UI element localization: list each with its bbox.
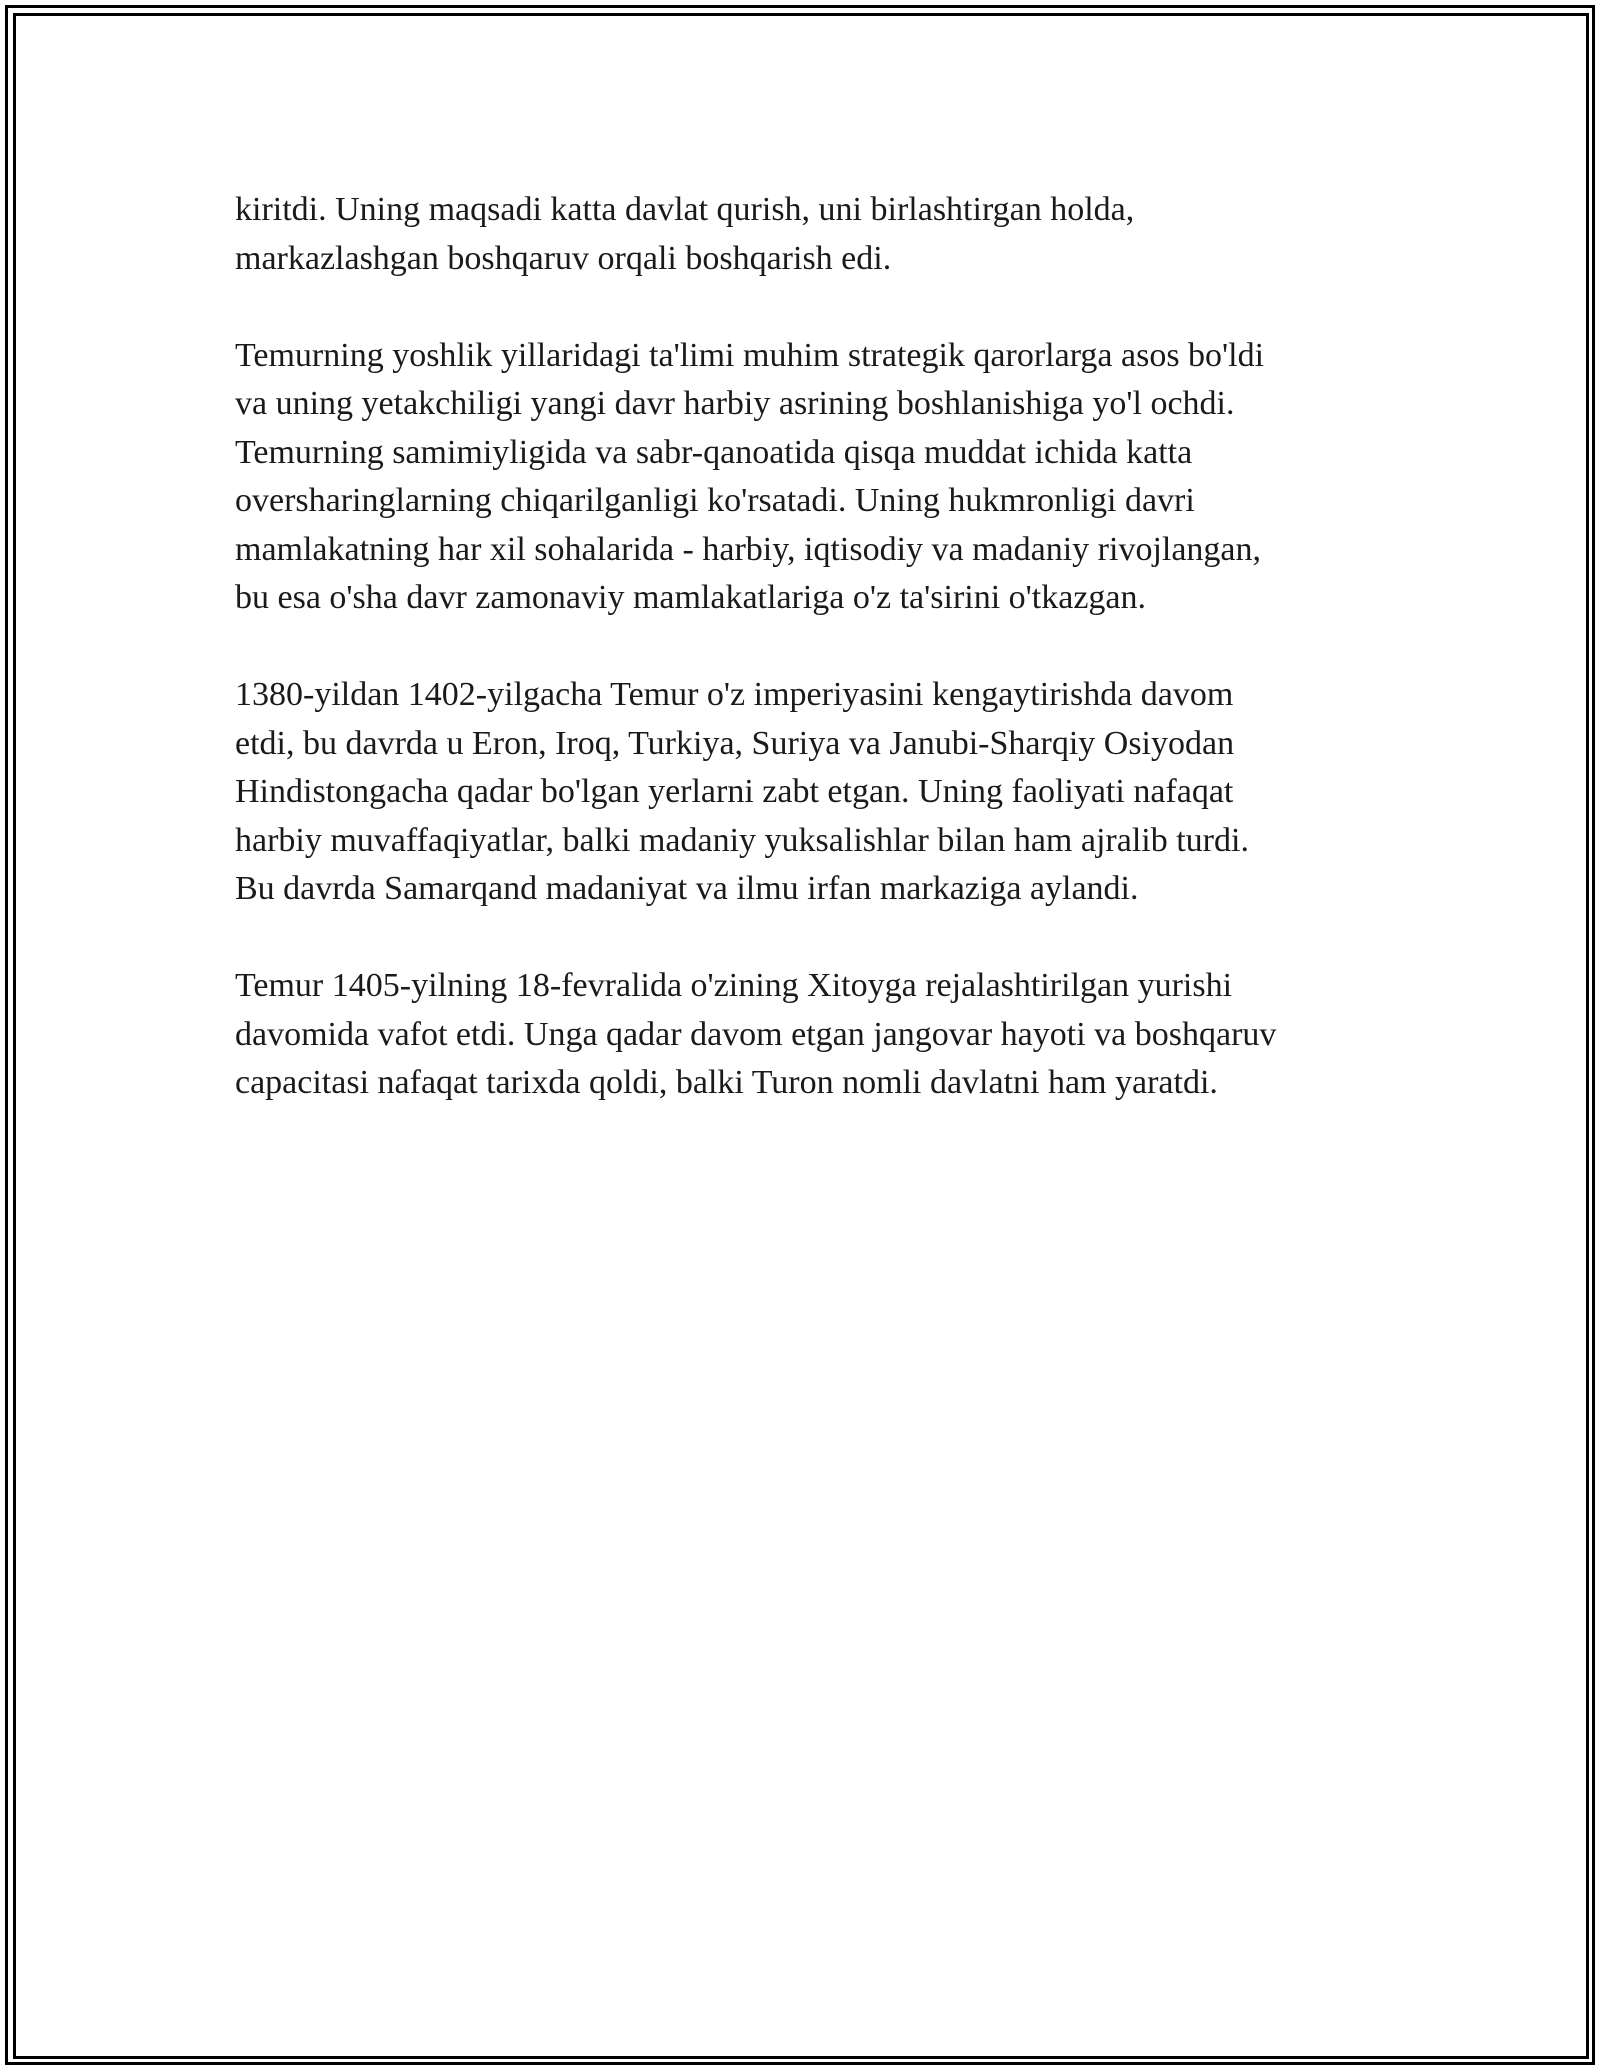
- paragraph-2: Temurning yoshlik yillaridagi ta'limi muhim strategik qarorlarga asos bo'ldi va uning yetakchiligi yangi davr harbiy asrining boshlanishiga yo'l ochdi. Temurning samimiyligida va sabr-qanoatida qisqa muddat ichida katta oversharinglarning chiqarilganligi ko'rsatadi. Uning hukmronligi davri mamlakatning har xil sohalarida - harbiy, iqtisodiy va madaniy rivojlangan, bu esa o'sha davr zamonaviy mamlakatlariga o'z ta'sirini o'tkazgan.: [235, 336, 1265, 616]
- paragraph-4: Temur 1405-yilning 18-fevralida o'zining Xitoyga rejalashtirilgan yurishi davomida vafot etdi. Unga qadar davom etgan jangovar hayoti va boshqaruv capacitasi nafaqat tarixda qoldi, balki Turon nomli davlatni ham yaratdi.: [235, 967, 1277, 1101]
- paragraph-1: kiritdi. Uning maqsadi katta davlat qurish, uni birlashtirgan holda, markazlashgan boshqaruv orqali boshqarish edi.: [235, 191, 1135, 277]
- paragraph-3: 1380-yildan 1402-yilgacha Temur o'z imperiyasini kengaytirishda davom etdi, bu davrda u Eron, Iroq, Turkiya, Suriya va Janubi-Sharqiy Osiyodan Hindistongacha qadar bo'lgan yerlarni zabt etgan. Uning faoliyati nafaqat harbiy muvaffaqiyatlar, balki madaniy yuksalishlar bilan ham ajralib turdi. Bu davrda Samarqand madaniyat va ilmu irfan markaziga aylandi.: [235, 676, 1249, 907]
- document-body: [235, 186, 1385, 1156]
